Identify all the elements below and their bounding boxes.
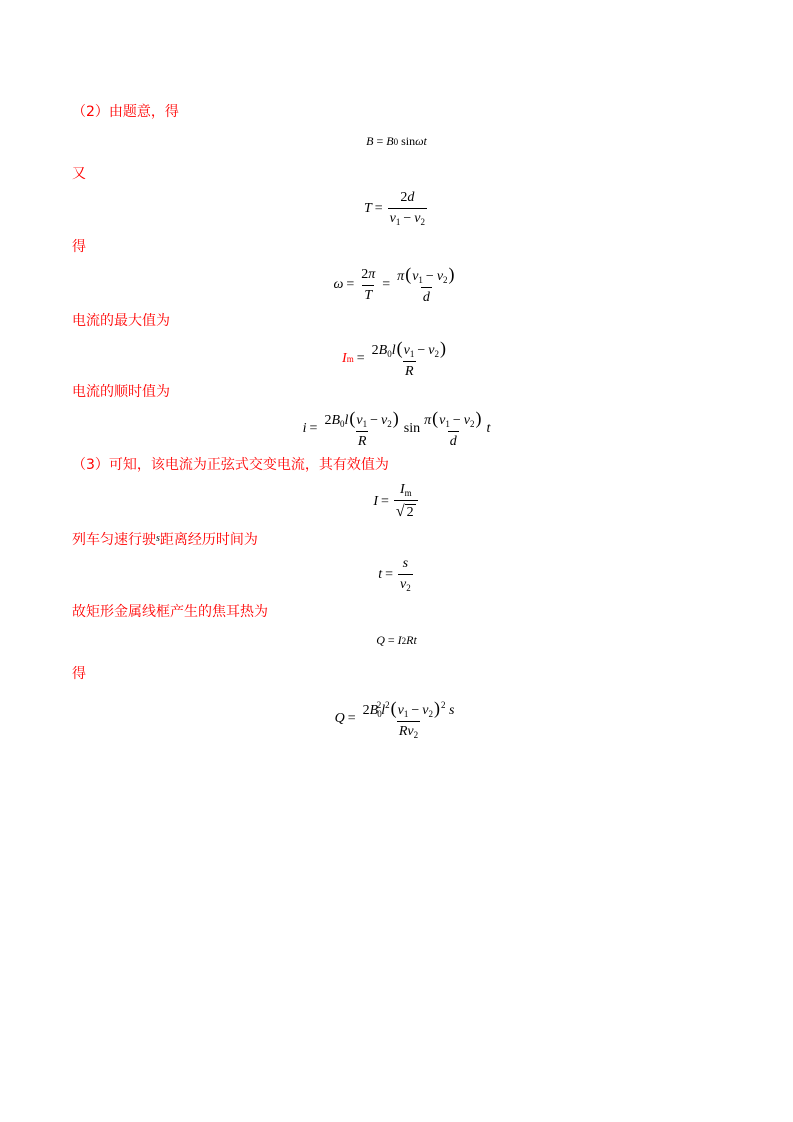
text-part3-intro: （3）可知，该电流为正弦式交变电流，其有效值为 [72, 457, 389, 473]
text-part2-intro: （2）由题意，得 [72, 104, 179, 120]
text-joule-heat: 故矩形金属线框产生的焦耳热为 [72, 604, 268, 620]
text-instant-current: 电流的顺时值为 [72, 384, 170, 400]
equation-heat-result: Q = $\frac{2B_0^2l^2(v_1 - v_2)^2 s}{Rv_2}$ [334, 698, 455, 740]
text-get-2: 得 [72, 666, 86, 682]
equation-instant-current: i = $\frac{2B_0l(v_1 - v_2)}{R}$ sin $\frac{\pi(v_1 - v_2)}{d}$ t [302, 408, 491, 449]
text-max-current: 电流的最大值为 [72, 313, 170, 329]
text-again: 又 [72, 166, 86, 182]
equation-heat: Q = I 2 Rt [376, 633, 417, 647]
equation-omega: ω = $\frac{2\pi}{T}$ = $\frac{\pi(v_1 - v_2)}{d}$ [333, 264, 455, 305]
equation-period: T = $\frac{2d}{v_1 - v_2}$ [363, 190, 426, 227]
text-get-1: 得 [72, 239, 86, 255]
equation-max-current: I m = $\frac{2B_0l(v_1 - v_2)}{R}$ [342, 338, 446, 379]
text-travel-time: 列车匀速行驶$^s$距离经历时间为 [72, 532, 258, 548]
equation-time: t = $\frac{s}{v_2}$ [378, 556, 411, 593]
equation-effective-current: I = $I_m$ √ 2 [0, 482, 793, 521]
equation-b: B = B 0 sin ωt [366, 134, 427, 148]
